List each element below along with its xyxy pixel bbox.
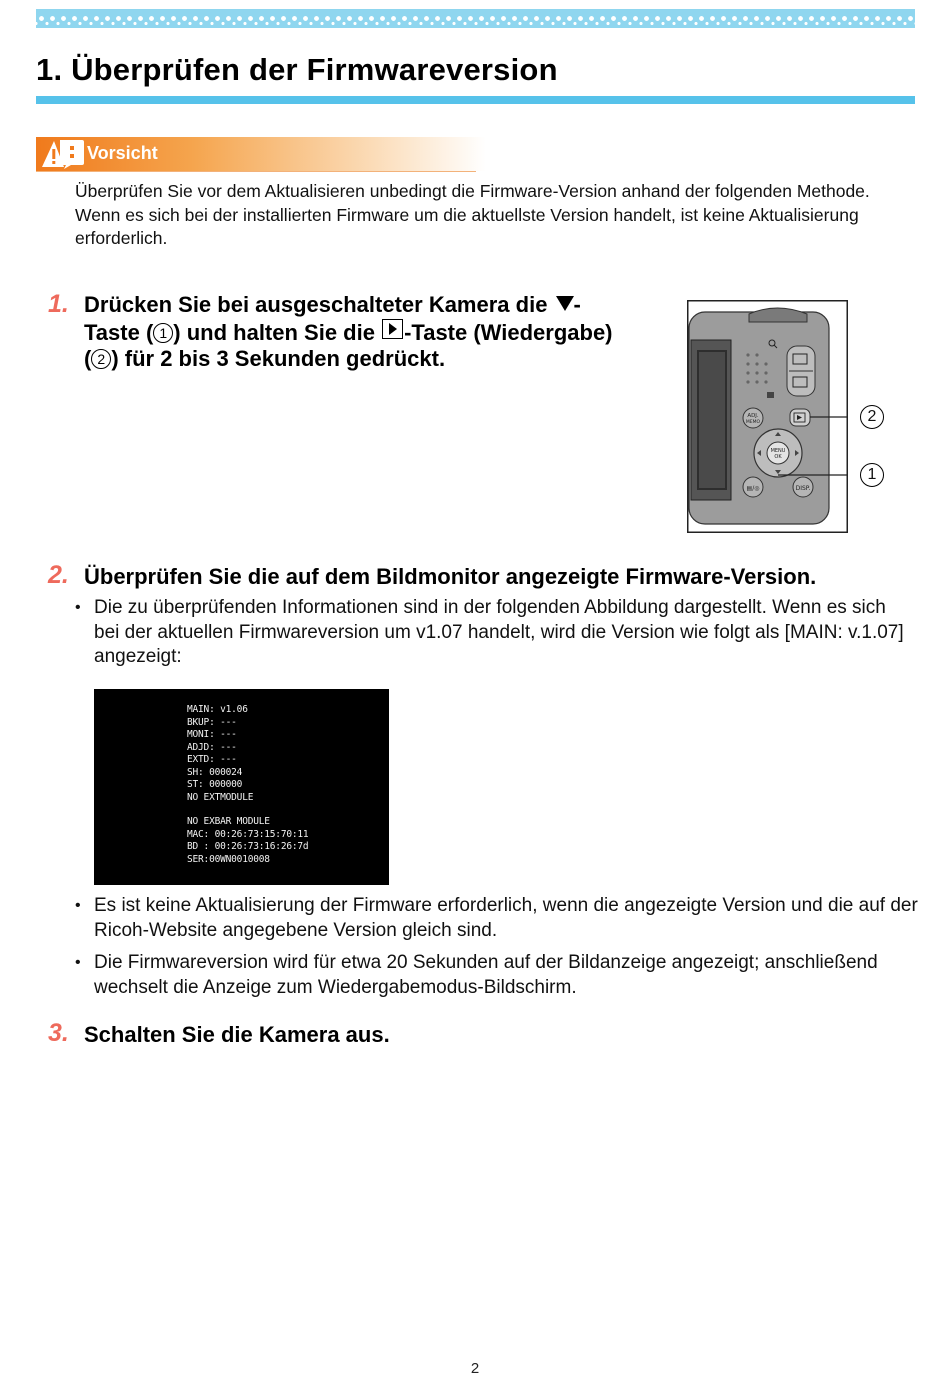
step-1-line-3b: ) für 2 bis 3 Sekunden gedrückt. [111,346,446,371]
firmware-line: ST: 000000 [187,779,243,790]
firmware-line: BKUP: --- [187,716,237,728]
step-1-line-2b: ) und halten Sie die [173,319,382,345]
down-triangle-icon [556,296,574,311]
step-1-line-1a: Drücken Sie bei ausgeschalteter Kamera die [84,292,554,317]
firmware-line: MAIN: v1.06 [187,704,248,715]
callout-1: 1 [860,463,884,487]
firmware-line: MONI: --- [187,729,237,740]
step-2-bullets [75,596,915,670]
firmware-line: BD : 00:26:73:16:26:7d [187,841,309,852]
step-1-text [84,292,684,373]
caution-divider [36,171,476,172]
step-2-text: Überprüfen Sie die auf dem Bildmonitor angezeigte Firmware-Version. [84,564,817,589]
caution-label: Vorsicht [87,143,158,163]
firmware-screen-image [94,689,389,885]
svg-text:OK: OK [774,454,782,460]
page-number: 2 [470,1360,480,1377]
list-item: • Es ist keine Aktualisierung der Firmware erforderlich, wenn die angezeigte Version und die auf der Ricoh-Website angegebene Version gleich sind. [75,894,920,943]
svg-text:DISP.: DISP. [795,485,811,492]
svg-text:MENU: MENU [770,448,786,454]
firmware-line: EXTD: --- [187,754,237,765]
circled-number-2: 2 [91,349,111,369]
firmware-line: ADJD: --- [187,741,237,753]
step-1-line-2c: -Taste (Wiedergabe) [404,319,613,345]
list-item: • Die Firmwareversion wird für etwa 20 Sekunden auf der Bildanzeige angezeigt; anschließend wechselt die Anzeige zum Wiedergabemodus-Bildschirm. [75,951,920,1000]
camera-back-illustration [687,300,848,533]
step-1-line-1b: - [573,292,581,317]
step-1-line-2a: Taste ( [84,319,154,345]
playback-icon [382,319,403,339]
step-3-number: 3. [48,1019,69,1047]
caution-text: Überprüfen Sie vor dem Aktualisieren unbedingt die Firmware-Version anhand der folgenden Methode. Wenn es sich bei der installierten Firmware um die aktuellste Version handelt, ist keine Aktualisierung erforderlich. [75,181,870,248]
result-bullets [75,894,920,1000]
firmware-line: MAC: 00:26:73:15:70:11 [187,828,309,840]
callout-2: 2 [860,405,884,429]
svg-text:ADJ.: ADJ. [747,413,759,419]
list-item: • Die zu überprüfenden Informationen sind in der folgenden Abbildung dargestellt. Wenn es sich bei der aktuellen Firmwareversion um v1.07 handelt, wird die Version wie folgt als [MAIN: v.1.07] angezeigt: [75,596,915,670]
caution-banner [36,137,486,171]
step-1-line-3a: ( [84,346,92,371]
step-2-number: 2. [48,561,69,589]
header-decor-band [36,9,915,28]
firmware-line: SER:00WN0010008 [187,853,270,865]
firmware-line: NO EXTMODULE [187,791,254,803]
page-title: 1. Überprüfen der Firmwareversion [36,52,558,87]
step-3-text: Schalten Sie die Kamera aus. [84,1022,390,1047]
firmware-line: SH: 000024 [187,766,243,778]
title-rule [36,96,915,104]
svg-text:MEMO: MEMO [745,420,761,425]
step-1-number: 1. [48,290,69,318]
svg-text:▤/◎: ▤/◎ [746,485,760,492]
circled-number-1: 1 [153,323,173,343]
caution-icon [40,137,88,171]
firmware-line: NO EXBAR MODULE [187,816,270,827]
